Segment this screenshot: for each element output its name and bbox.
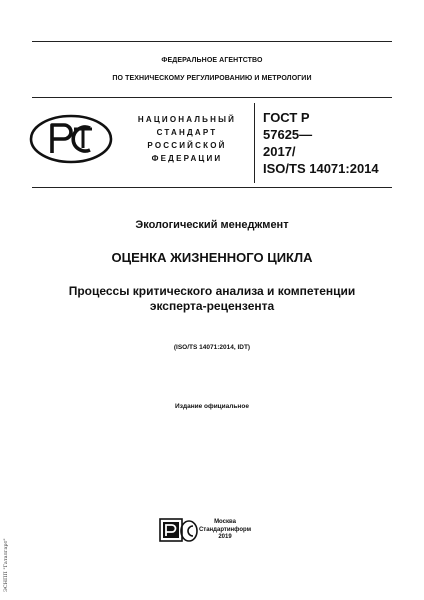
gost-line: 57625— xyxy=(263,127,313,142)
national-standard-line: НАЦИОНАЛЬНЫЙ xyxy=(137,115,237,124)
document-title: ОЦЕНКА ЖИЗНЕННОГО ЦИКЛА xyxy=(111,250,313,265)
national-standard-line: РОССИЙСКОЙ xyxy=(147,141,227,150)
national-standard-block xyxy=(120,113,254,165)
agency-line-2: ПО ТЕХНИЧЕСКОМУ РЕГУЛИРОВАНИЮ И МЕТРОЛОГИИ xyxy=(112,75,312,82)
equivalence-note: (ISO/TS 14071:2014, IDT) xyxy=(173,344,251,351)
edition-note: Издание официальное xyxy=(175,403,249,410)
gost-line: ISO/TS 14071:2014 xyxy=(263,161,379,176)
gost-line: 2017/ xyxy=(263,144,296,159)
title-rule xyxy=(32,187,392,188)
publisher-name: Стандартинформ xyxy=(198,526,252,533)
national-standard-line: ФЕДЕРАЦИИ xyxy=(151,154,223,163)
document-category: Экологический менеджмент xyxy=(135,219,289,231)
publisher-year: 2019 xyxy=(218,534,232,540)
top-rule xyxy=(32,41,392,42)
gost-designation xyxy=(263,109,379,177)
gost-r-emblem-icon xyxy=(28,113,114,165)
publisher-block xyxy=(196,519,254,542)
subtitle-line: эксперта-рецензента xyxy=(149,299,275,313)
side-stamp: ЭСНПП "Гаталгарт" xyxy=(3,538,9,592)
header-rule xyxy=(32,97,392,98)
agency-line-1: ФЕДЕРАЛЬНОЕ АГЕНТСТВО xyxy=(161,57,263,64)
gost-line: ГОСТ Р xyxy=(263,110,310,125)
publisher-city: Москва xyxy=(214,519,236,525)
national-standard-line: СТАНДАРТ xyxy=(156,128,218,137)
standartinform-logo-icon xyxy=(159,518,199,544)
vertical-divider xyxy=(254,103,255,183)
subtitle-line: Процессы критического анализа и компетенции xyxy=(68,284,356,298)
document-subtitle xyxy=(0,284,424,314)
